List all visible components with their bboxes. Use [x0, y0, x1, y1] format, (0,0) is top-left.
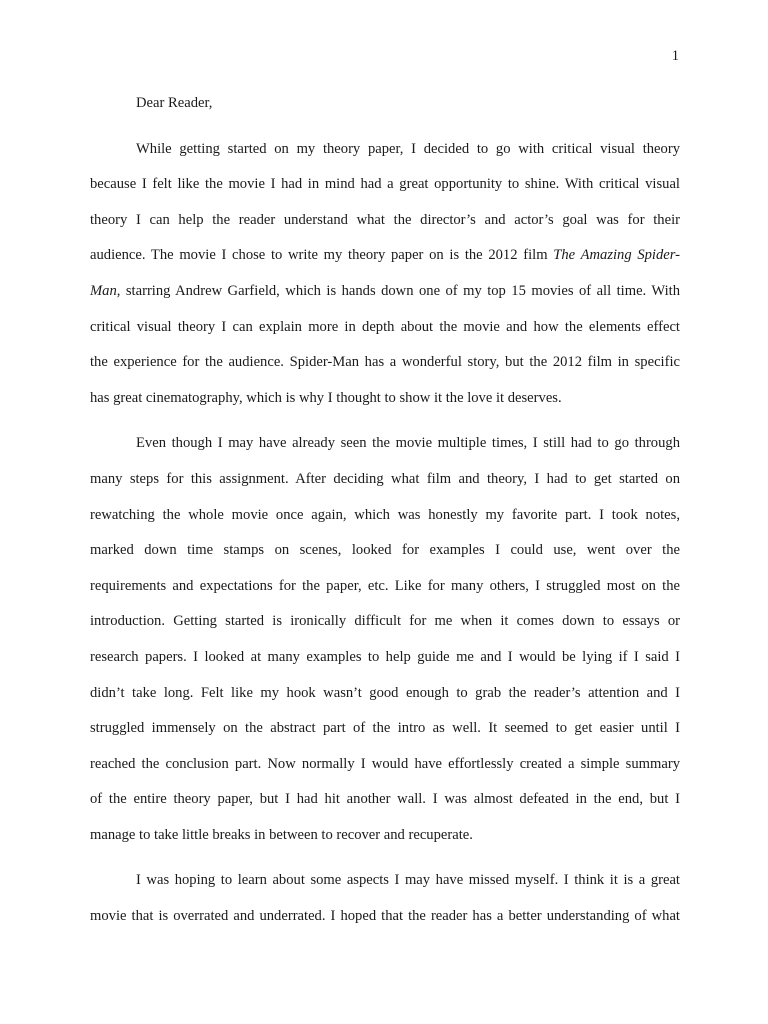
text-line: introduction. Getting started is ironically difficult for me when it comes down to essays or	[90, 613, 680, 630]
paragraph-2	[90, 426, 680, 853]
greeting: Dear Reader,	[136, 95, 213, 111]
letter-body	[90, 86, 680, 935]
text-line: because I felt like the movie I had in mind had a great opportunity to shine. With critical visual	[90, 176, 680, 193]
paragraph-gap	[90, 853, 680, 863]
text-line: movie that is overrated and underrated. I hoped that the reader has a better understanding of what	[90, 908, 680, 925]
text-line: struggled immensely on the abstract part of the intro as well. It seemed to get easier until I	[90, 720, 680, 737]
text-line	[90, 238, 680, 274]
text-line: research papers. I looked at many examples to help guide me and I would be lying if I said I	[90, 648, 680, 665]
text-line: requirements and expectations for the paper, etc. Like for many others, I struggled most on the	[90, 577, 680, 594]
text-line: of the entire theory paper, but I had hit another wall. I was almost defeated in the end, but I	[90, 791, 680, 808]
text-run: , starring Andrew Garfield, which is hands down one of my top 15 movies of all time. With	[116, 282, 680, 299]
paragraph-1	[90, 132, 680, 417]
text-line: Even though I may have already seen the movie multiple times, I still had to go through	[136, 435, 680, 452]
text-line: many steps for this assignment. After deciding what film and theory, I had to get started on	[90, 470, 680, 487]
text-line: theory I can help the reader understand what the director’s and actor’s goal was for their	[90, 211, 680, 228]
film-title-italic: The Amazing Spider-	[553, 247, 681, 264]
text-line: reached the conclusion part. Now normally I would have effortlessly created a simple summary	[90, 755, 680, 772]
text-line: manage to take little breaks in between to recover and recuperate.	[90, 826, 473, 843]
page-number: 1	[671, 48, 679, 64]
text-run: audience. The movie I chose to write my theory paper on is the 2012 film	[90, 247, 554, 264]
paragraph-3	[90, 863, 680, 934]
paragraph-gap	[90, 122, 680, 132]
text-line: marked down time stamps on scenes, looked for examples I could use, went over the	[90, 542, 680, 559]
text-line: I was hoping to learn about some aspects I may have missed myself. I think it is a great	[136, 872, 680, 889]
text-line: didn’t take long. Felt like my hook wasn’t good enough to grab the reader’s attention and I	[90, 684, 680, 701]
film-title-italic: Man	[90, 282, 117, 299]
text-line: rewatching the whole movie once again, which was honestly my favorite part. I took notes,	[90, 506, 680, 523]
text-line: critical visual theory I can explain more in depth about the movie and how the elements effect	[90, 318, 680, 335]
paragraph-gap	[90, 416, 680, 426]
text-line: While getting started on my theory paper, I decided to go with critical visual theory	[136, 140, 680, 157]
text-line: the experience for the audience. Spider-Man has a wonderful story, but the 2012 film in specific	[90, 354, 680, 371]
text-line: has great cinematography, which is why I thought to show it the love it deserves.	[90, 389, 562, 406]
text-line	[90, 274, 680, 310]
